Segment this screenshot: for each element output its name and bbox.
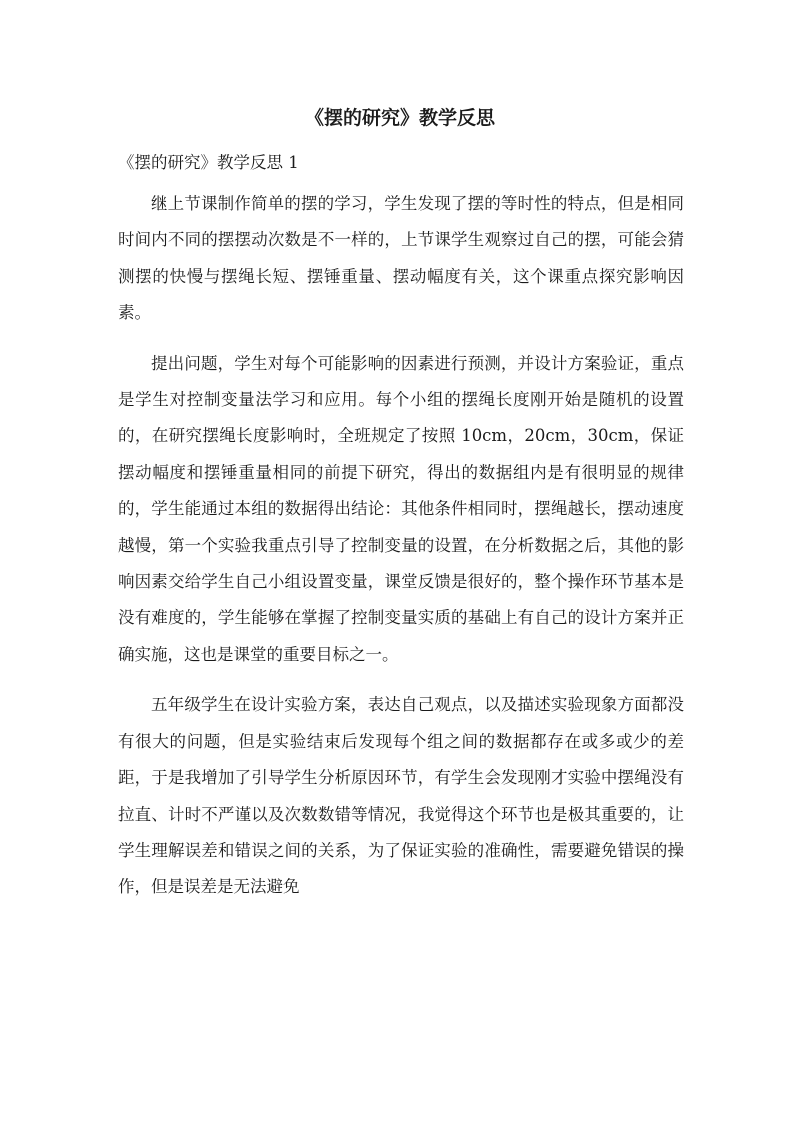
body-paragraph: 五年级学生在设计实验方案，表达自己观点，以及描述实验现象方面都没有很大的问题，但是实验结束后发现每个组之间的数据都存在或多或少的差距，于是我增加了引导学生分析原因环节，有学生会发现刚才实验中摆绳没有拉直、计时不严谨以及次数数错等情况，我觉得这个环节也是极其重要的，让学生理解误差和错误之间的关系，为了保证实验的准确性，需要避免错误的操作，但是误差是无法避免	[118, 695, 684, 897]
section-heading: 《摆的研究》教学反思 1	[118, 153, 299, 172]
body-paragraph: 继上节课制作简单的摆的学习，学生发现了摆的等时性的特点，但是相同时间内不同的摆摆动次数是不一样的，上节课学生观察过自己的摆，可能会猜测摆的快慢与摆绳长短、摆锤重量、摆动幅度有关，这个课重点探究影响因素。	[118, 194, 684, 323]
document-title: 《摆的研究》教学反思	[304, 107, 495, 129]
document-body	[118, 186, 684, 920]
body-paragraph: 提出问题，学生对每个可能影响的因素进行预测，并设计方案验证，重点是学生对控制变量法学习和应用。每个小组的摆绳长度刚开始是随机的设置的，在研究摆绳长度影响时，全班规定了按照 10cm，20cm，30cm，保证摆动幅度和摆锤重量相同的前提下研究，得出的数据组内是有很明显的规律的，学生能通过本组的数据得出结论：其他条件相同时，摆绳越长，摆动速度越慢，第一个实验我重点引导了控制变量的设置，在分析数据之后，其他的影响因素交给学生自己小组设置变量，课堂反馈是很好的，整个操作环节基本是没有难度的，学生能够在掌握了控制变量实质的基础上有自己的设计方案并正确实施，这也是课堂的重要目标之一。	[118, 353, 684, 664]
